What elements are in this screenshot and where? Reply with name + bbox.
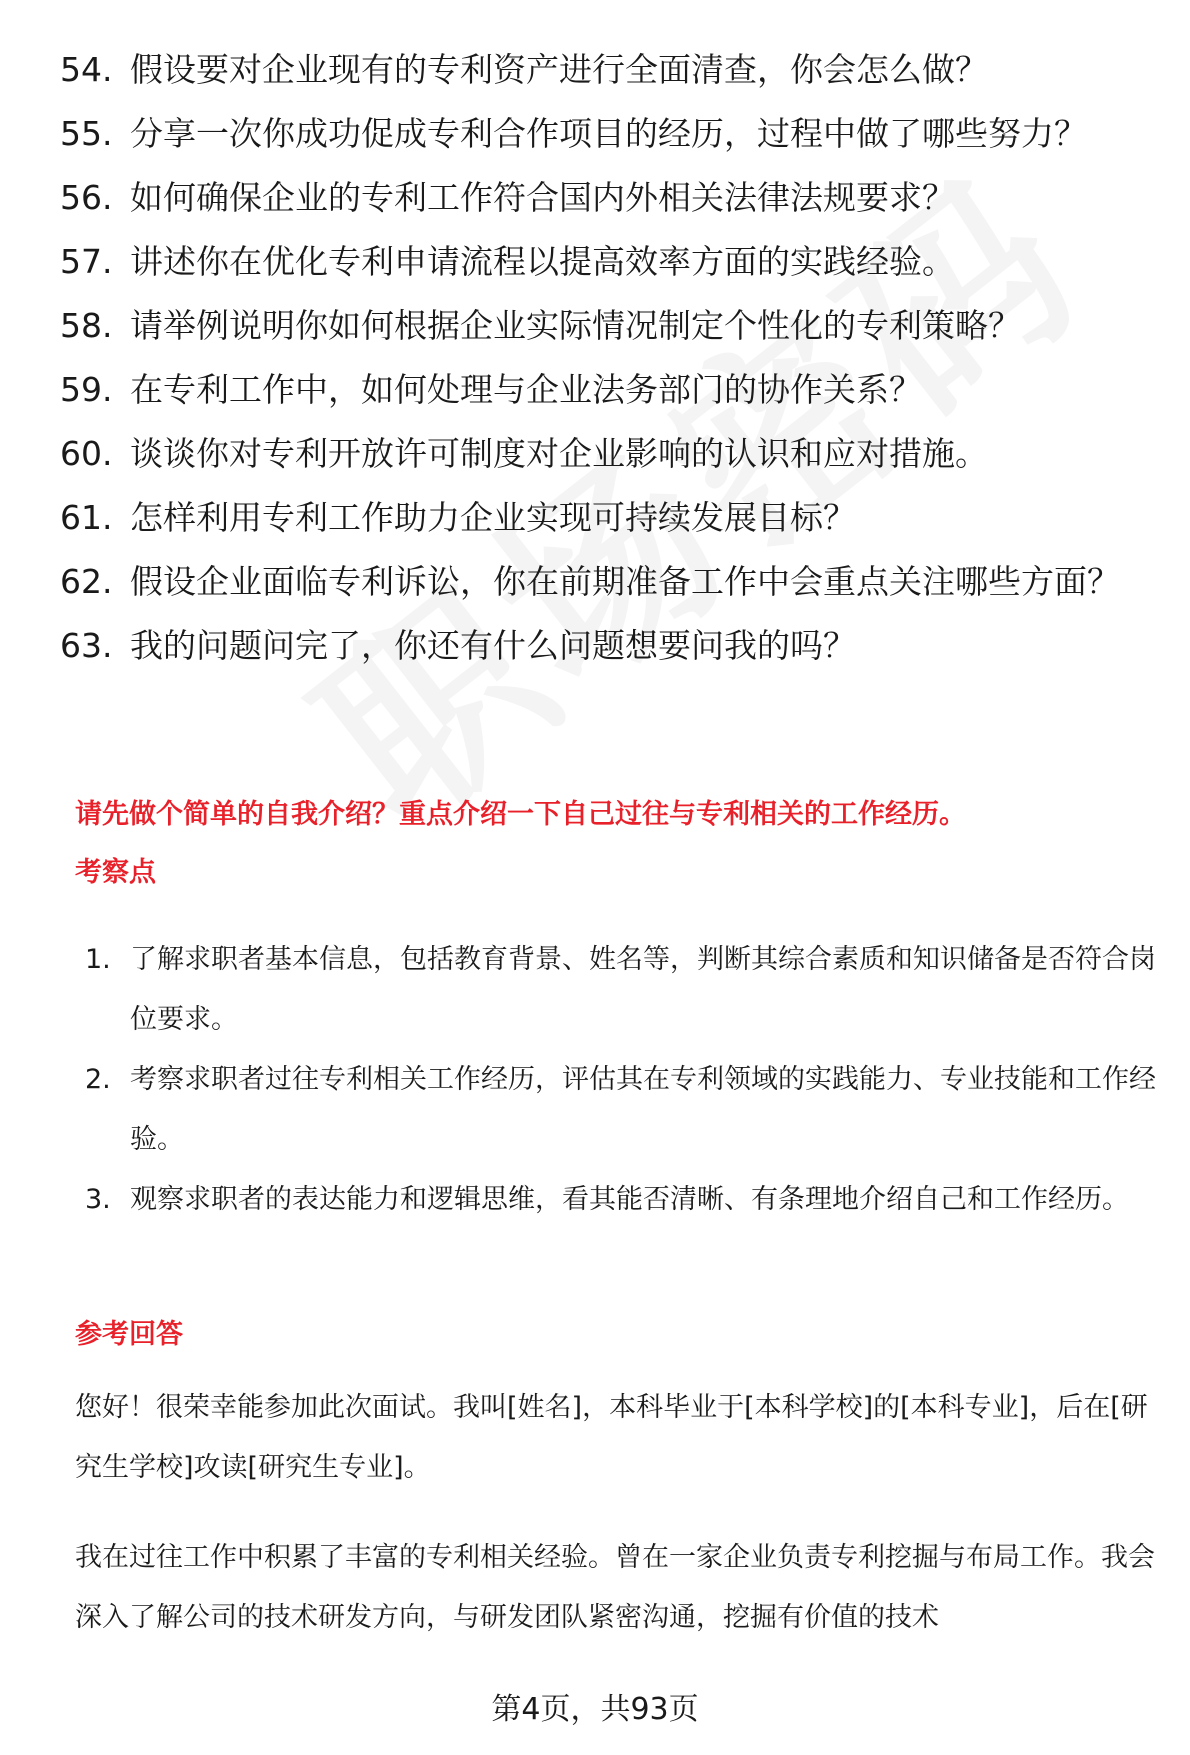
answer-heading: 参考回答 xyxy=(75,1319,183,1350)
point-number: 1. xyxy=(85,944,111,975)
point-text: 了解求职者基本信息，包括教育背景、姓名等，判断其综合素质和知识储备是否符合岗位要求。 xyxy=(130,944,1156,1035)
question-text: 在专利工作中，如何处理与企业法务部门的协作关系？ xyxy=(130,370,922,409)
question-number: 54. xyxy=(60,50,113,89)
question-number: 60. xyxy=(60,434,113,473)
question-item xyxy=(60,624,1160,668)
point-number: 2. xyxy=(85,1064,111,1095)
question-item xyxy=(60,368,1160,412)
question-item xyxy=(60,48,1160,92)
points-list xyxy=(85,930,1165,1230)
answer-paragraph: 我在过往工作中积累了丰富的专利相关经验。曾在一家企业负责专利挖掘与布局工作。我会深入了解公司的技术研发方向，与研发团队紧密沟通，挖掘有价值的技术 xyxy=(75,1542,1155,1633)
question-number: 62. xyxy=(60,562,113,601)
page-number: 第4页，共93页 xyxy=(491,1692,699,1727)
answer-paragraph: 您好！很荣幸能参加此次面试。我叫[姓名]，本科毕业于[本科学校]的[本科专业]，后在[研究生学校]攻读[研究生专业]。 xyxy=(75,1392,1148,1483)
question-text: 假设企业面临专利诉讼，你在前期准备工作中会重点关注哪些方面？ xyxy=(130,562,1120,601)
question-number: 63. xyxy=(60,626,113,665)
question-item xyxy=(60,112,1160,156)
question-text: 怎样利用专利工作助力企业实现可持续发展目标？ xyxy=(130,498,856,537)
question-text: 讲述你在优化专利申请流程以提高效率方面的实践经验。 xyxy=(130,242,955,281)
point-item xyxy=(85,1050,1165,1170)
question-item xyxy=(60,432,1160,476)
question-text: 假设要对企业现有的专利资产进行全面清查，你会怎么做？ xyxy=(130,50,988,89)
question-item xyxy=(60,240,1160,284)
question-item xyxy=(60,304,1160,348)
point-text: 考察求职者过往专利相关工作经历，评估其在专利领域的实践能力、专业技能和工作经验。 xyxy=(130,1064,1156,1155)
question-item xyxy=(60,176,1160,220)
point-item xyxy=(85,1170,1165,1230)
question-number: 58. xyxy=(60,306,113,345)
point-text: 观察求职者的表达能力和逻辑思维，看其能否清晰、有条理地介绍自己和工作经历。 xyxy=(130,1184,1129,1215)
question-number: 57. xyxy=(60,242,113,281)
question-item xyxy=(60,560,1160,604)
question-item xyxy=(60,496,1160,540)
question-number: 61. xyxy=(60,498,113,537)
question-text: 如何确保企业的专利工作符合国内外相关法律法规要求？ xyxy=(130,178,955,217)
question-number: 59. xyxy=(60,370,113,409)
question-list xyxy=(60,48,1160,688)
point-item xyxy=(85,930,1165,1050)
question-text: 分享一次你成功促成专利合作项目的经历，过程中做了哪些努力？ xyxy=(130,114,1087,153)
question-number: 56. xyxy=(60,178,113,217)
question-number: 55. xyxy=(60,114,113,153)
question-text: 请举例说明你如何根据企业实际情况制定个性化的专利策略？ xyxy=(130,306,1021,345)
points-heading: 考察点 xyxy=(75,857,156,888)
question-text: 谈谈你对专利开放许可制度对企业影响的认识和应对措施。 xyxy=(130,434,988,473)
point-number: 3. xyxy=(85,1184,111,1215)
section-question-title: 请先做个简单的自我介绍？重点介绍一下自己过往与专利相关的工作经历。 xyxy=(75,799,966,830)
question-text: 我的问题问完了，你还有什么问题想要问我的吗？ xyxy=(130,626,856,665)
